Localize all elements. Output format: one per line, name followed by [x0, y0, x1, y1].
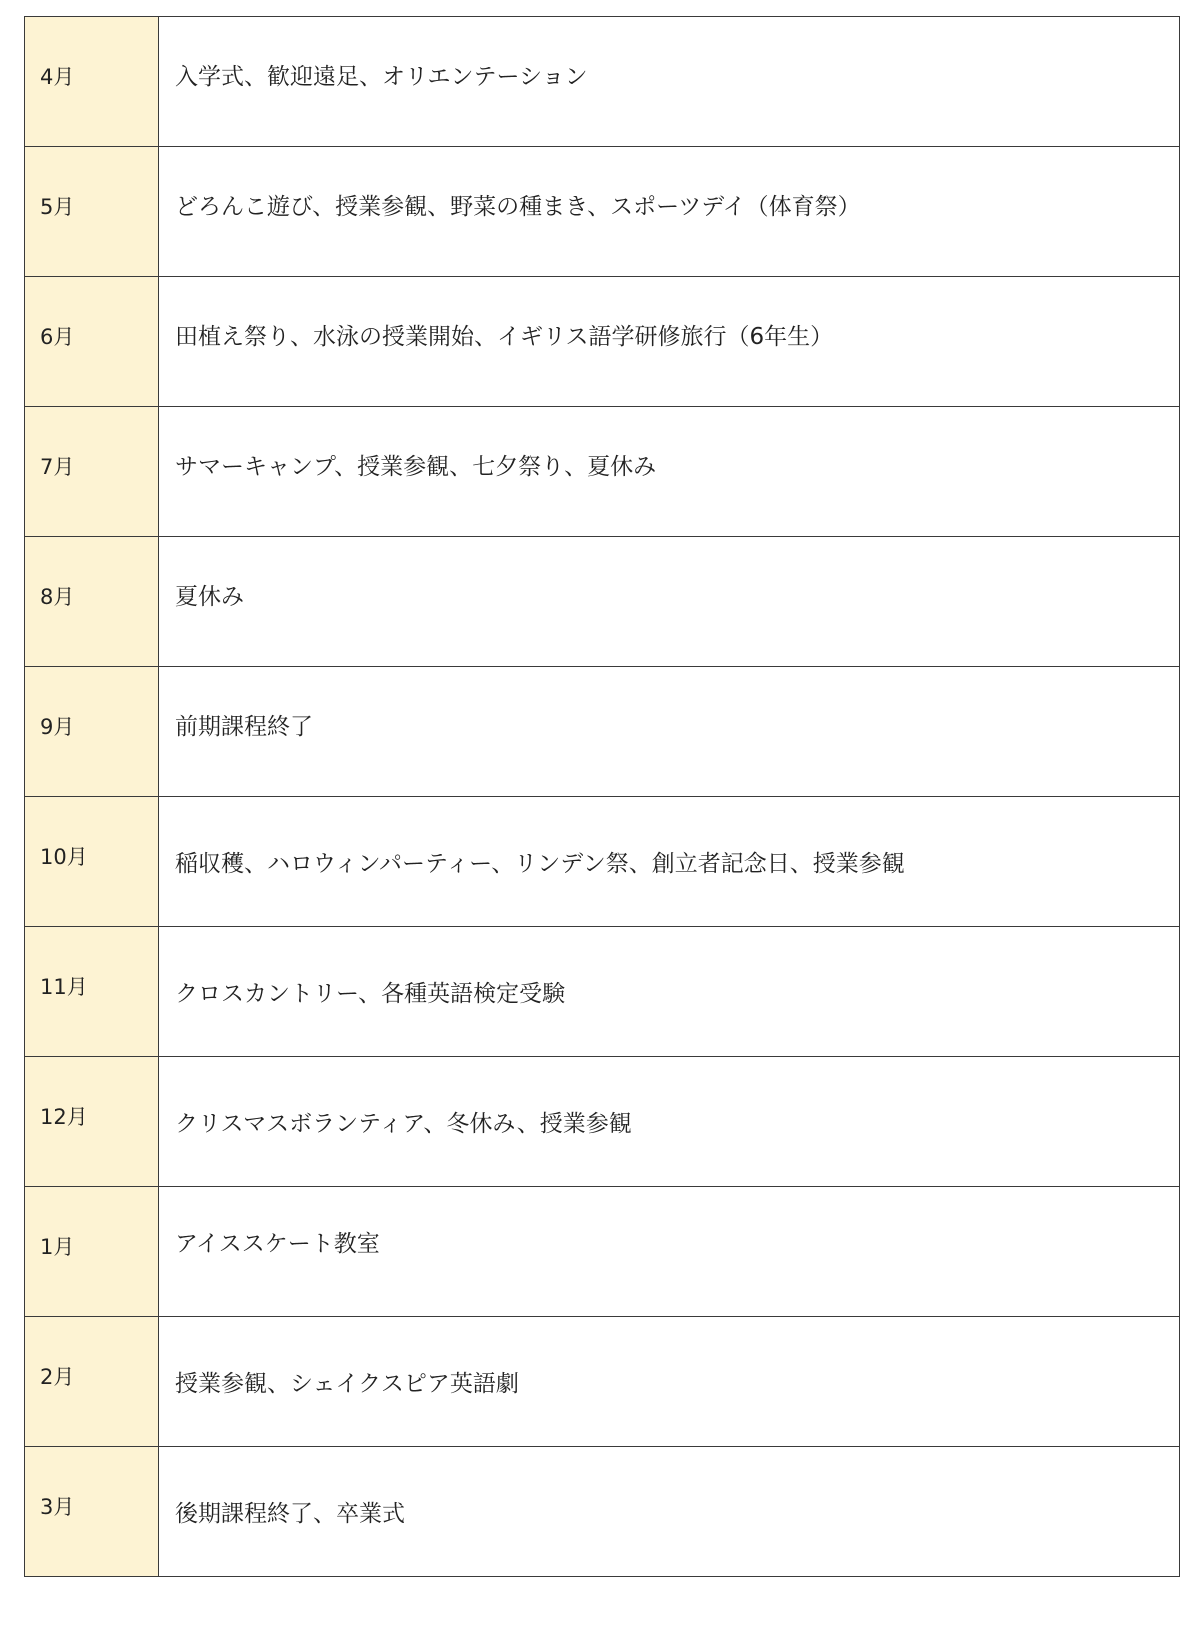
- events-cell: [159, 1187, 1180, 1317]
- month-cell: [25, 1447, 159, 1577]
- events-cell: [159, 147, 1180, 277]
- table-row: [25, 277, 1180, 407]
- month-label: 12月: [40, 1105, 88, 1129]
- events-cell: [159, 927, 1180, 1057]
- month-cell: [25, 17, 159, 147]
- month-cell: [25, 147, 159, 277]
- events-text: 後期課程終了、卒業式: [175, 1501, 405, 1527]
- events-cell: [159, 277, 1180, 407]
- month-cell: [25, 1057, 159, 1187]
- events-text: 授業参観、シェイクスピア英語劇: [175, 1371, 519, 1397]
- table-row: [25, 147, 1180, 277]
- month-label: 3月: [40, 1495, 75, 1519]
- events-cell: [159, 1057, 1180, 1187]
- month-cell: [25, 1317, 159, 1447]
- events-cell: [159, 1317, 1180, 1447]
- events-text: 夏休み: [175, 584, 244, 610]
- table-row: [25, 1447, 1180, 1577]
- month-cell: [25, 537, 159, 667]
- month-cell: [25, 797, 159, 927]
- events-cell: [159, 797, 1180, 927]
- month-cell: [25, 667, 159, 797]
- table-row: [25, 1317, 1180, 1447]
- month-cell: [25, 1187, 159, 1317]
- month-label: 8月: [40, 585, 75, 609]
- table-row: [25, 797, 1180, 927]
- month-label: 2月: [40, 1365, 75, 1389]
- month-cell: [25, 927, 159, 1057]
- table-row: [25, 927, 1180, 1057]
- table-row: [25, 17, 1180, 147]
- events-text: クリスマスボランティア、冬休み、授業参観: [175, 1111, 632, 1137]
- month-label: 6月: [40, 325, 75, 349]
- events-cell: [159, 17, 1180, 147]
- events-cell: [159, 537, 1180, 667]
- month-cell: [25, 407, 159, 537]
- month-label: 9月: [40, 715, 75, 739]
- month-label: 7月: [40, 455, 75, 479]
- events-text: 入学式、歓迎遠足、オリエンテーション: [175, 64, 588, 90]
- table-row: [25, 537, 1180, 667]
- table-row: [25, 1187, 1180, 1317]
- table-row: [25, 1057, 1180, 1187]
- events-cell: [159, 1447, 1180, 1577]
- events-cell: [159, 667, 1180, 797]
- month-label: 4月: [40, 65, 75, 89]
- table-row: [25, 667, 1180, 797]
- events-text: 前期課程終了: [175, 714, 313, 740]
- events-text: 稲収穫、ハロウィンパーティー、リンデン祭、創立者記念日、授業参観: [175, 851, 905, 877]
- events-text: アイススケート教室: [175, 1231, 380, 1257]
- events-text: 田植え祭り、水泳の授業開始、イギリス語学研修旅行（6年生）: [175, 324, 834, 350]
- month-label: 1月: [40, 1235, 75, 1259]
- annual-schedule-table: [24, 16, 1180, 1577]
- month-label: 10月: [40, 845, 88, 869]
- events-text: サマーキャンプ、授業参観、七夕祭り、夏休み: [175, 454, 657, 480]
- events-text: クロスカントリー、各種英語検定受験: [175, 981, 566, 1007]
- table-row: [25, 407, 1180, 537]
- events-cell: [159, 407, 1180, 537]
- month-label: 11月: [40, 975, 88, 999]
- schedule-body: [25, 17, 1180, 1577]
- events-text: どろんこ遊び、授業参観、野菜の種まき、スポーツデイ（体育祭）: [175, 194, 861, 220]
- month-cell: [25, 277, 159, 407]
- month-label: 5月: [40, 195, 75, 219]
